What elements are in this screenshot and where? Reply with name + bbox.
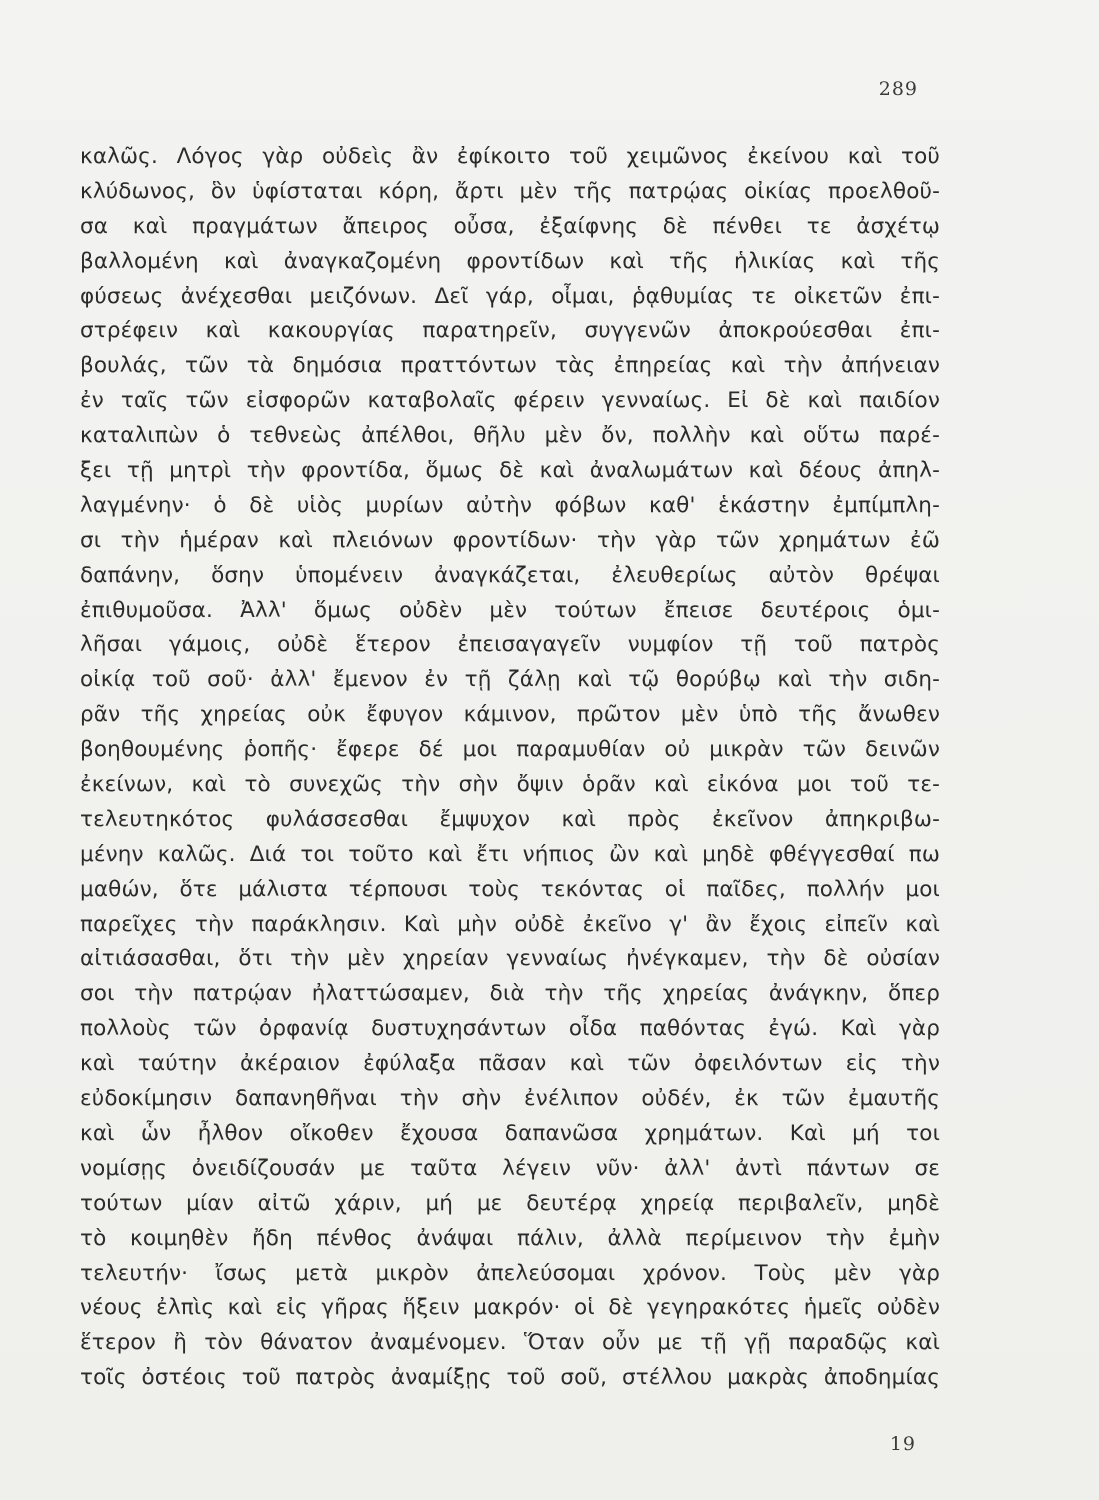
text-line: ἐκείνων, καὶ τὸ συνεχῶς τὴν σὴν ὄψιν ὁρᾶν καὶ εἰκόνα μοι τοῦ τε- xyxy=(80,772,940,798)
text-line: ἐπιθυμοῦσα. Ἀλλ' ὅμως οὐδὲν μὲν τούτων ἔπεισε δευτέροις ὁμι- xyxy=(80,597,940,623)
text-line: τούτων μίαν αἰτῶ χάριν, μή με δευτέρᾳ χηρείᾳ περιβαλεῖν, μηδὲ xyxy=(80,1190,940,1216)
text-line: ἐν ταῖς τῶν εἰσφορῶν καταβολαῖς φέρειν γενναίως. Εἰ δὲ καὶ παιδίον xyxy=(80,388,940,414)
page-number: 289 xyxy=(878,78,918,100)
text-line: λαγμένην· ὁ δὲ υἱὸς μυρίων αὐτὴν φόβων καθ' ἑκάστην ἐμπίμπλη- xyxy=(80,492,940,518)
text-line: τὸ κοιμηθὲν ἤδη πένθος ἀνάψαι πάλιν, ἀλλὰ περίμεινον τὴν ἐμὴν xyxy=(80,1225,940,1251)
text-line: φύσεως ἀνέχεσθαι μειζόνων. Δεῖ γάρ, οἶμαι, ῥᾳθυμίας τε οἰκετῶν ἐπι- xyxy=(80,283,940,309)
text-line: τελευτήν· ἴσως μετὰ μικρὸν ἀπελεύσομαι χρόνον. Τοὺς μὲν γὰρ xyxy=(80,1260,940,1286)
text-line: καταλιπὼν ὁ τεθνεὼς ἀπέλθοι, θῆλυ μὲν ὄν, πολλὴν καὶ οὕτω παρέ- xyxy=(80,423,940,449)
text-line: καὶ ὧν ἦλθον οἴκοθεν ἔχουσα δαπανῶσα χρημάτων. Καὶ μή τοι xyxy=(80,1120,940,1146)
text-line: στρέφειν καὶ κακουργίας παρατηρεῖν, συγγενῶν ἀποκρούεσθαι ἐπι- xyxy=(80,318,940,344)
text-line: ξει τῇ μητρὶ τὴν φροντίδα, ὅμως δὲ καὶ ἀναλωμάτων καὶ δέους ἀπηλ- xyxy=(80,458,940,484)
text-line: πολλοὺς τῶν ὀρφανίᾳ δυστυχησάντων οἶδα παθόντας ἐγώ. Καὶ γὰρ xyxy=(80,1016,940,1042)
text-line: βαλλομένη καὶ ἀναγκαζομένη φροντίδων καὶ τῆς ἡλικίας καὶ τῆς xyxy=(80,248,940,274)
body-text xyxy=(80,140,940,1396)
text-line: ἕτερον ἢ τὸν θάνατον ἀναμένομεν. Ὅταν οὖν με τῇ γῇ παραδῷς καὶ xyxy=(80,1330,940,1356)
text-line: νέους ἐλπὶς καὶ εἰς γῆρας ἥξειν μακρόν· οἱ δὲ γεγηρακότες ἡμεῖς οὐδὲν xyxy=(80,1295,940,1321)
text-line: οἰκίᾳ τοῦ σοῦ· ἀλλ' ἔμενον ἐν τῇ ζάλῃ καὶ τῷ θορύβῳ καὶ τὴν σιδη- xyxy=(80,667,940,693)
text-line: εὐδοκίμησιν δαπανηθῆναι τὴν σὴν ἐνέλιπον οὐδέν, ἐκ τῶν ἐμαυτῆς xyxy=(80,1086,940,1112)
text-line: σοι τὴν πατρῴαν ἠλαττώσαμεν, διὰ τὴν τῆς χηρείας ἀνάγκην, ὅπερ xyxy=(80,981,940,1007)
text-line: δαπάνην, ὅσην ὑπομένειν ἀναγκάζεται, ἐλευθερίως αὐτὸν θρέψαι xyxy=(80,562,940,588)
text-line: λῆσαι γάμοις, οὐδὲ ἕτερον ἐπεισαγαγεῖν νυμφίον τῇ τοῦ πατρὸς xyxy=(80,632,940,658)
text-line: αἰτιάσασθαι, ὅτι τὴν μὲν χηρείαν γενναίως ἠνέγκαμεν, τὴν δὲ οὐσίαν xyxy=(80,946,940,972)
signature-mark: 19 xyxy=(889,1433,916,1455)
text-line: τοῖς ὀστέοις τοῦ πατρὸς ἀναμίξῃς τοῦ σοῦ, στέλλου μακρὰς ἀποδημίας xyxy=(80,1365,940,1391)
text-line: βοηθουμένης ῥοπῆς· ἔφερε δέ μοι παραμυθίαν οὐ μικρὰν τῶν δεινῶν xyxy=(80,737,940,763)
text-line: ρᾶν τῆς χηρείας οὐκ ἔφυγον κάμινον, πρῶτον μὲν ὑπὸ τῆς ἄνωθεν xyxy=(80,702,940,728)
text-line: σι τὴν ἡμέραν καὶ πλειόνων φροντίδων· τὴν γὰρ τῶν χρημάτων ἐῶ xyxy=(80,527,940,553)
text-line: κλύδωνος, ὃν ὑφίσταται κόρη, ἄρτι μὲν τῆς πατρῴας οἰκίας προελθοῦ- xyxy=(80,178,940,204)
text-line: μένην καλῶς. Διά τοι τοῦτο καὶ ἔτι νήπιος ὢν καὶ μηδὲ φθέγγεσθαί πω xyxy=(80,841,940,867)
text-line: παρεῖχες τὴν παράκλησιν. Καὶ μὴν οὐδὲ ἐκεῖνο γ' ἂν ἔχοις εἰπεῖν καὶ xyxy=(80,911,940,937)
text-line: τελευτηκότος φυλάσσεσθαι ἔμψυχον καὶ πρὸς ἐκεῖνον ἀπηκριβω- xyxy=(80,806,940,832)
text-line: νομίσῃς ὀνειδίζουσάν με ταῦτα λέγειν νῦν· ἀλλ' ἀντὶ πάντων σε xyxy=(80,1155,940,1181)
text-line: καλῶς. Λόγος γὰρ οὐδεὶς ἂν ἐφίκοιτο τοῦ χειμῶνος ἐκείνου καὶ τοῦ xyxy=(80,144,940,169)
text-line: μαθών, ὅτε μάλιστα τέρπουσι τοὺς τεκόντας οἱ παῖδες, πολλήν μοι xyxy=(80,876,940,902)
text-line: καὶ ταύτην ἀκέραιον ἐφύλαξα πᾶσαν καὶ τῶν ὀφειλόντων εἰς τὴν xyxy=(80,1051,940,1077)
text-line: σα καὶ πραγμάτων ἄπειρος οὖσα, ἐξαίφνης δὲ πένθει τε ἀσχέτῳ xyxy=(80,213,940,239)
text-line: βουλάς, τῶν τὰ δημόσια πραττόντων τὰς ἐπηρείας καὶ τὴν ἀπήνειαν xyxy=(80,353,940,379)
